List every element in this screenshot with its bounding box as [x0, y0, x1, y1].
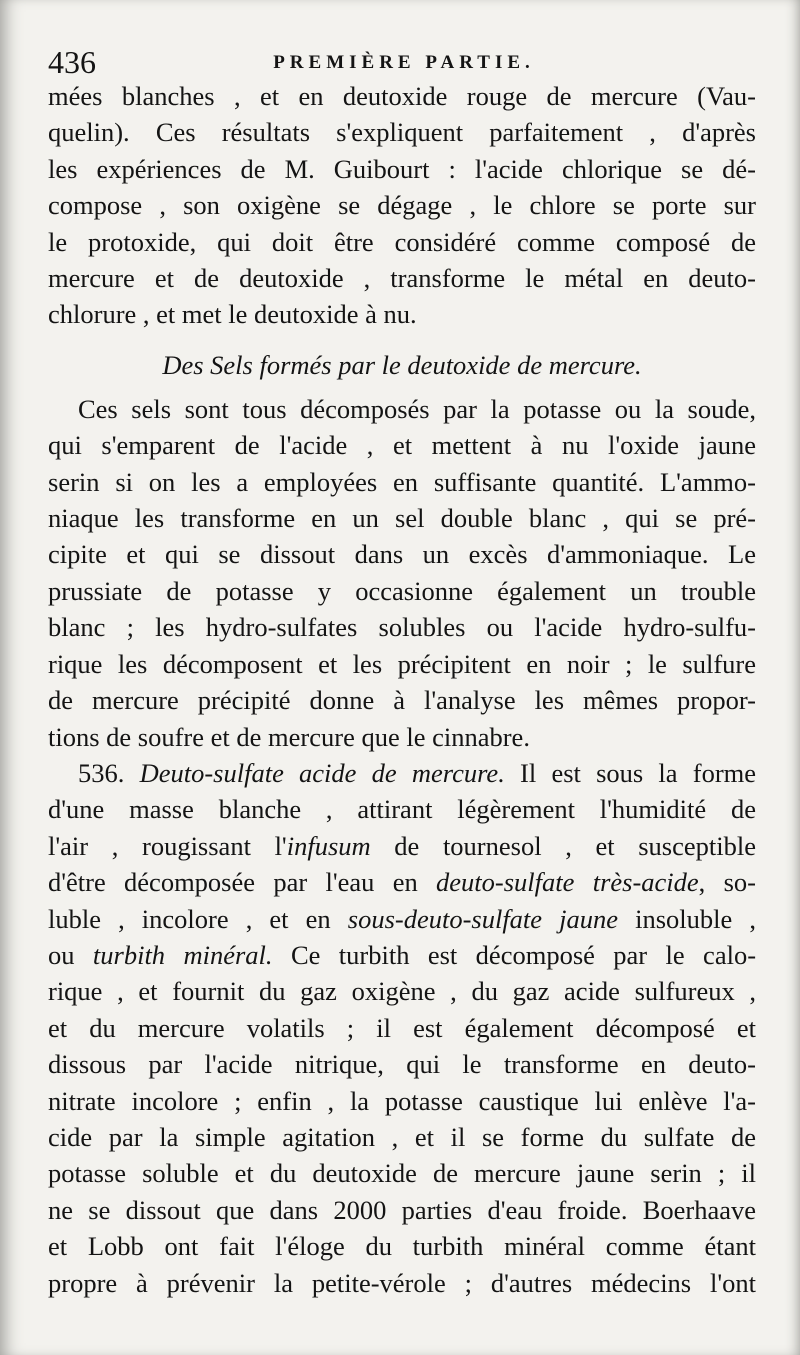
running-head: PREMIÈRE PARTIE.	[273, 52, 535, 73]
text-line: mées blanches , et en deutoxide rouge de mercure (Vau-	[48, 81, 756, 111]
text-line: et Lobb ont fait l'éloge du turbith minéral comme étant	[48, 1231, 756, 1262]
text-line: d'une masse blanche , attirant légèrement l'humidité de	[48, 794, 756, 825]
text-line: cipite et qui se dissout dans un excès d'ammoniaque. Le	[48, 539, 756, 570]
text-line: de mercure précipité donne à l'analyse les mêmes propor-	[48, 685, 756, 716]
text-line: niaque les transforme en un sel double blanc , qui se pré-	[48, 503, 756, 534]
text-line: chlorure , et met le deutoxide à nu.	[48, 299, 417, 330]
text-line: rique , et fournit du gaz oxigène , du gaz acide sulfureux ,	[48, 976, 756, 1007]
article-number: 536.	[78, 757, 125, 788]
page-body	[48, 78, 756, 1301]
text-line: blanc ; les hydro-sulfates solubles ou l'acide hydro-sulfu-	[48, 612, 756, 643]
text-line: propre à prévenir la petite-vérole ; d'autres médecins l'ont	[48, 1267, 756, 1298]
text-line: potasse soluble et du deutoxide de mercure jaune serin ; il	[48, 1158, 756, 1189]
text-line: mercure et de deutoxide , transforme le métal en deuto-	[48, 263, 756, 294]
text-line: cide par la simple agitation , et il se forme du sulfate de	[48, 1121, 756, 1152]
text-line: ou turbith minéral. Ce turbith est décomposé par le calo-	[48, 939, 757, 970]
page-number: 436	[48, 44, 96, 80]
paragraph-chlorate-continuation	[48, 78, 756, 333]
text-line: quelin). Ces résultats s'expliquent parfaitement , d'après	[48, 117, 756, 148]
text-line: nitrate incolore ; enfin , la potasse caustique lui enlève l'a-	[48, 1085, 756, 1116]
text-line: 536. Deuto-sulfate acide de mercure. Il est sous la forme	[78, 757, 757, 788]
text-line: Ces sels sont tous décomposés par la potasse ou la soude,	[78, 393, 756, 424]
text-line: ne se dissout que dans 2000 parties d'eau froide. Boerhaave	[48, 1194, 756, 1225]
paragraph-deuto-sulfate	[48, 755, 756, 1301]
text-line: rique les décomposent et les précipitent en noir ; le sulfure	[48, 648, 756, 679]
section-heading: Des Sels formés par le deutoxide de mercure.	[162, 349, 642, 380]
text-line: les expériences de M. Guibourt : l'acide chlorique se dé-	[48, 153, 756, 184]
text-line: qui s'emparent de l'acide , et mettent à nu l'oxide jaune	[48, 430, 756, 461]
paragraph-sels-deutoxide	[48, 391, 756, 755]
article-title: Deuto-sulfate acide de mercure.	[139, 757, 505, 788]
text-line: luble , incolore , et en sous-deuto-sulfate jaune insoluble ,	[48, 903, 757, 934]
text-line: tions de soufre et de mercure que le cinnabre.	[48, 721, 530, 752]
text-line: serin si on les a employées en suffisante quantité. L'ammo-	[48, 466, 756, 497]
text-line: dissous par l'acide nitrique, qui le transforme en deuto-	[48, 1049, 756, 1080]
text-line: le protoxide, qui doit être considéré comme composé de	[48, 226, 756, 257]
text-line: d'être décomposée par l'eau en deuto-sulfate très-acide, so-	[48, 867, 756, 898]
text-line: prussiate de potasse y occasionne également un trouble	[48, 575, 756, 606]
text-line: l'air , rougissant l'infusum de tournesol , et susceptible	[48, 830, 756, 861]
text-line: et du mercure volatils ; il est également décomposé et	[48, 1012, 756, 1043]
text-line: compose , son oxigène se dégage , le chlore se porte sur	[48, 190, 756, 221]
page-header	[48, 42, 760, 82]
